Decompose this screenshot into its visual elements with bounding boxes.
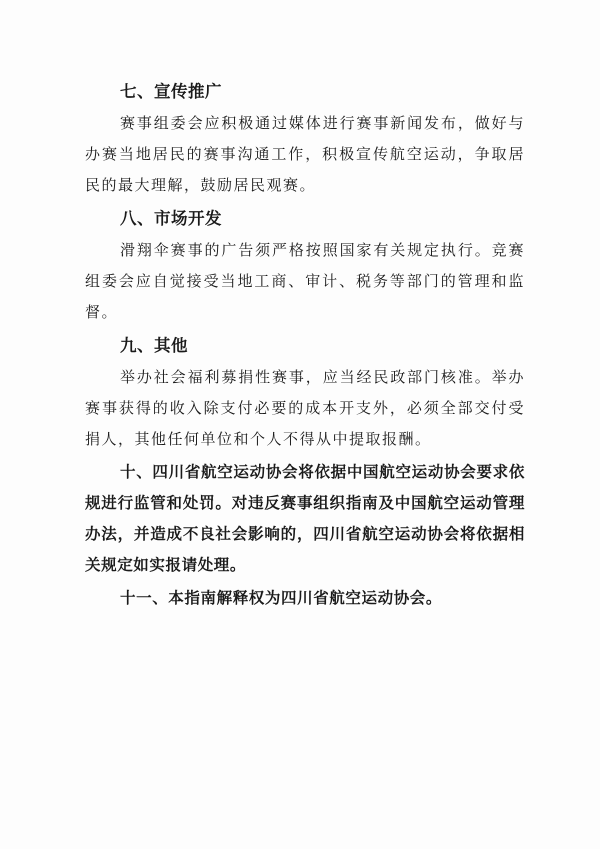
clause-eleven-interpretation: 十一、本指南解释权为四川省航空运动协会。	[120, 589, 443, 607]
section-paragraph-market: 滑翔伞赛事的广告须严格按照国家有关规定执行。竞赛组委会应自觉接受当地工商、审计、税务等部门的管理和监督。	[85, 241, 525, 321]
section-paragraph-other: 举办社会福利募捐性赛事，应当经民政部门核准。举办赛事获得的收入除支付必要的成本开支外，必须全部交付受捐人，其他任何单位和个人不得从中提取报酬。	[85, 368, 525, 448]
section-heading-market: 八、市场开发	[120, 209, 222, 228]
document-body	[85, 76, 525, 614]
section-paragraph-publicity: 赛事组委会应积极通过媒体进行赛事新闻发布，做好与办赛当地居民的赛事沟通工作，积极宣传航空运动，争取居民的最大理解，鼓励居民观赛。	[85, 114, 525, 194]
section-heading-publicity: 七、宣传推广	[120, 82, 222, 101]
clause-ten-supervision: 十、四川省航空运动协会将依据中国航空运动协会要求依规进行监管和处罚。对违反赛事组织指南及中国航空运动管理办法，并造成不良社会影响的，四川省航空运动协会将依据相关规定如实报请处理。	[85, 463, 525, 574]
section-heading-other: 九、其他	[120, 336, 188, 355]
